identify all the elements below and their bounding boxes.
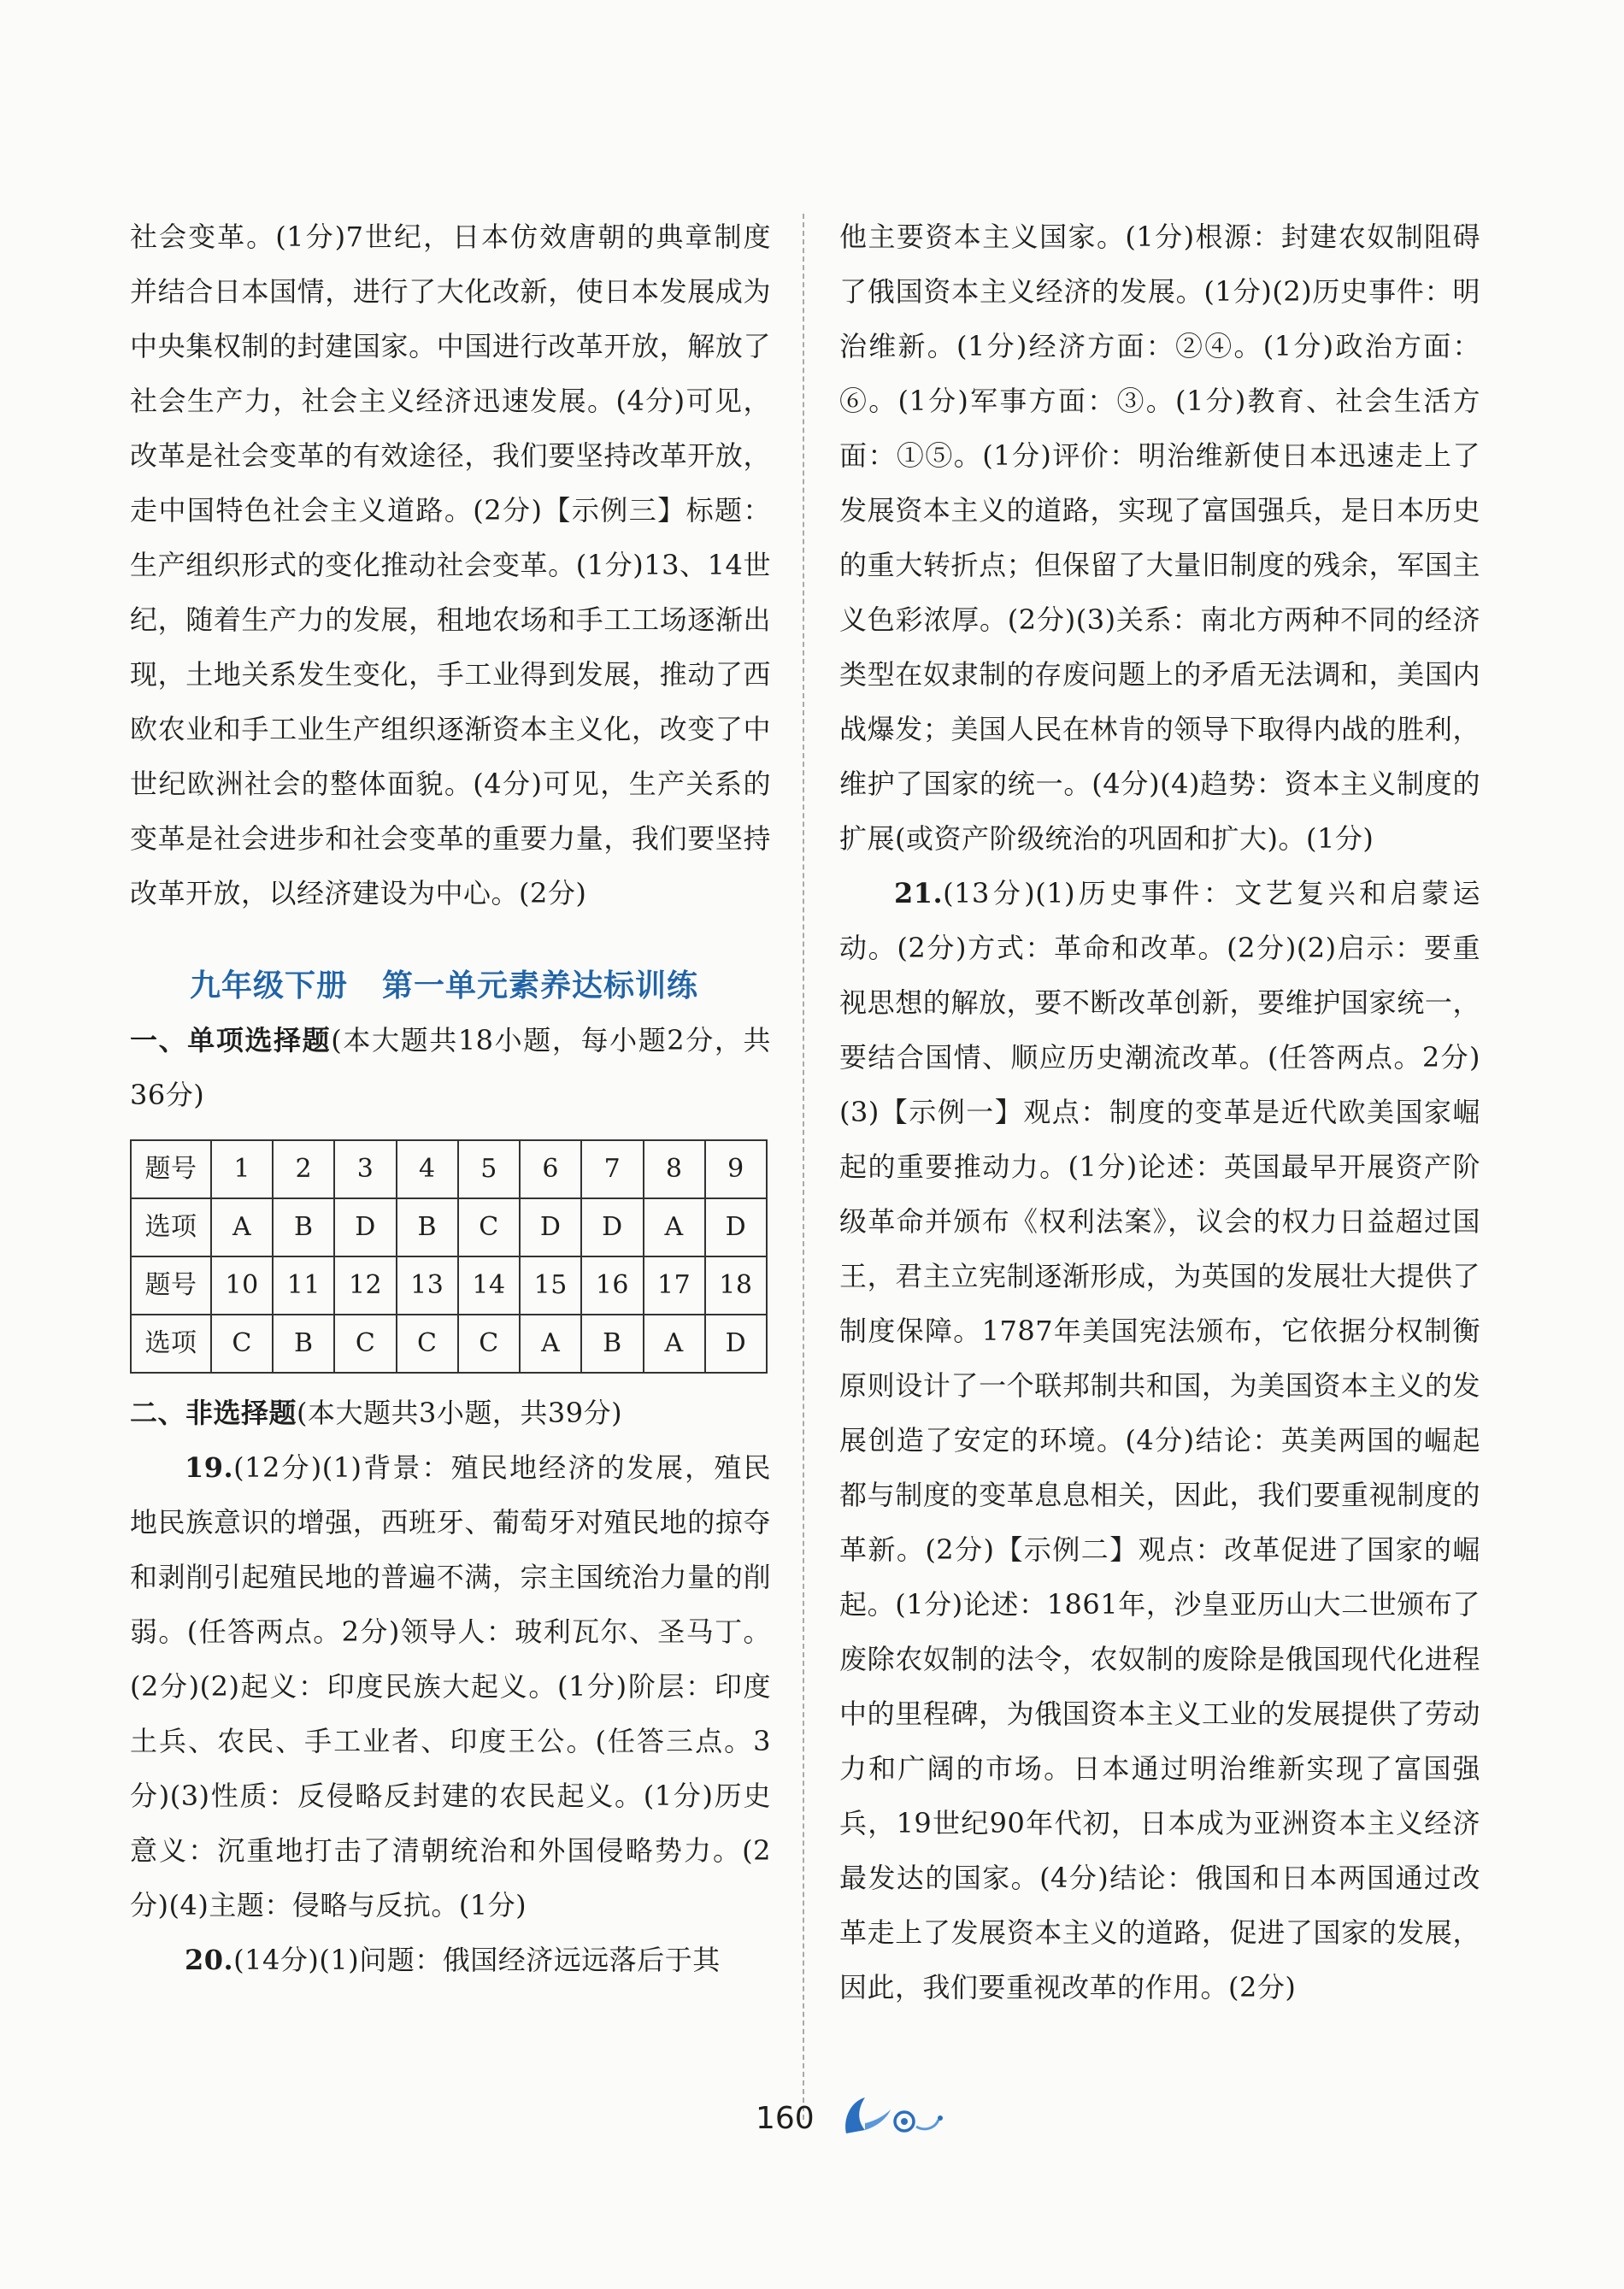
- answer-table-cell: A: [520, 1315, 581, 1373]
- page-number: 160: [756, 2101, 815, 2136]
- answer-table-row-label: 题号: [131, 1256, 211, 1315]
- answer-table-cell: 10: [211, 1256, 273, 1315]
- left-column: [130, 209, 771, 1987]
- right-paragraph-continuation: 他主要资本主义国家。(1分)根源：封建农奴制阻碍了俄国资本主义经济的发展。(1分)(2)历史事件：明治维新。(1分)经济方面：②④。(1分)政治方面：⑥。(1分)军事方面：③。(1分)教育、社会生活方面：①⑤。(1分)评价：明治维新使日本迅速走上了发展资本主义的道路，实现了富国强兵，是日本历史的重大转折点；但保留了大量旧制度的残余，军国主义色彩浓厚。(2分)(3)关系：南北方两种不同的经济类型在奴隶制的存废问题上的矛盾无法调和，美国内战爆发；美国人民在林肯的领导下取得内战的胜利，维护了国家的统一。(4分)(4)趋势：资本主义制度的扩展(或资产阶级统治的巩固和扩大)。(1分): [839, 221, 1480, 855]
- answer-table-cell: 3: [334, 1140, 396, 1198]
- right-column: [839, 209, 1480, 2015]
- answer-table-cell: 14: [458, 1256, 520, 1315]
- answer-table-cell: 2: [273, 1140, 334, 1198]
- answer-table-cell: 17: [644, 1256, 705, 1315]
- answer-table: [130, 1139, 768, 1374]
- answer-table-cell: C: [458, 1198, 520, 1256]
- section-title: [190, 958, 771, 1013]
- answer-table-row-label: 选项: [131, 1198, 211, 1256]
- part-two-label: 二、非选择题: [130, 1397, 297, 1429]
- answer-table-cell: C: [397, 1315, 458, 1373]
- answer-table-row: [131, 1198, 767, 1256]
- answer-table-cell: 6: [520, 1140, 581, 1198]
- answer-table-cell: 16: [581, 1256, 643, 1315]
- answer-table-cell: 15: [520, 1256, 581, 1315]
- answer-table-cell: D: [705, 1198, 767, 1256]
- answer-table-cell: C: [458, 1315, 520, 1373]
- answer-table-cell: B: [273, 1198, 334, 1256]
- left-paragraph-continuation: 社会变革。(1分)7世纪，日本仿效唐朝的典章制度并结合日本国情，进行了大化改新，使日本发展成为中央集权制的封建国家。中国进行改革开放，解放了社会生产力，社会主义经济迅速发展。(4分)可见，改革是社会变革的有效途径，我们要坚持改革开放，走中国特色社会主义道路。(2分)【示例三】标题：生产组织形式的变化推动社会变革。(1分)13、14世纪，随着生产力的发展，租地农场和手工工场逐渐出现，土地关系发生变化，手工业得到发展，推动了西欧农业和手工业生产组织逐渐资本主义化，改变了中世纪欧洲社会的整体面貌。(4分)可见，生产关系的变革是社会进步和社会变革的重要力量，我们要坚持改革开放，以经济建设为中心。(2分): [130, 221, 771, 909]
- answer-table-row-label: 选项: [131, 1315, 211, 1373]
- question-21-number: 21.: [894, 877, 944, 909]
- section-title-grade: 九年级下册: [190, 968, 349, 1003]
- answer-table-cell: D: [520, 1198, 581, 1256]
- question-21-answer: [839, 866, 1480, 2015]
- answer-table-cell: C: [334, 1315, 396, 1373]
- answer-table-cell: A: [644, 1198, 705, 1256]
- question-21-text: (13分)(1)历史事件：文艺复兴和启蒙运动。(2分)方式：革命和改革。(2分)(2)启示：要重视思想的解放，要不断改革创新，要维护国家统一，要结合国情、顺应历史潮流改革。(任答两点。2分)(3)【示例一】观点：制度的变革是近代欧美国家崛起的重要推动力。(1分)论述：英国最早开展资产阶级革命并颁布《权利法案》，议会的权力日益超过国王，君主立宪制逐渐形成，为英国的发展壮大提供了制度保障。1787年美国宪法颁布，它依据分权制衡原则设计了一个联邦制共和国，为美国资本主义的发展创造了安定的环境。(4分)结论：英美两国的崛起都与制度的变革息息相关，因此，我们要重视制度的革新。(2分)【示例二】观点：改革促进了国家的崛起。(1分)论述：1861年，沙皇亚历山大二世颁布了废除农奴制的法令，农奴制的废除是俄国现代化进程中的里程碑，为俄国资本主义工业的发展提供了劳动力和广阔的市场。日本通过明治维新实现了富国强兵，19世纪90年代初，日本成为亚洲资本主义经济最发达的国家。(4分)结论：俄国和日本两国通过改革走上了发展资本主义的道路，促进了国家的发展，因此，我们要重视改革的作用。(2分): [839, 877, 1480, 2004]
- answer-table-cell: 11: [273, 1256, 334, 1315]
- question-19-text: (12分)(1)背景：殖民地经济的发展，殖民地民族意识的增强，西班牙、葡萄牙对殖民地的掠夺和剥削引起殖民地的普遍不满，宗主国统治力量的削弱。(任答两点。2分)领导人：玻利瓦尔、圣马丁。(2分)(2)起义：印度民族大起义。(1分)阶层：印度土兵、农民、手工业者、印度王公。(任答三点。3分)(3)性质：反侵略反封建的农民起义。(1分)历史意义：沉重地打击了清朝统治和外国侵略势力。(2分)(4)主题：侵略与反抗。(1分): [130, 1451, 771, 1921]
- answer-table-cell: 4: [397, 1140, 458, 1198]
- answer-table-cell: C: [211, 1315, 273, 1373]
- answer-table-cell: 1: [211, 1140, 273, 1198]
- answer-table-row: [131, 1256, 767, 1315]
- answer-table-cell: 5: [458, 1140, 520, 1198]
- part-one-label: 一、单项选择题: [130, 1024, 332, 1056]
- question-20-text: (14分)(1)问题：俄国经济远远落后于其: [233, 1944, 721, 1976]
- answer-table-cell: A: [644, 1315, 705, 1373]
- answer-table-cell: D: [334, 1198, 396, 1256]
- answer-table-cell: 18: [705, 1256, 767, 1315]
- question-19-number: 19.: [185, 1451, 234, 1484]
- part-two-note: (本大题共3小题，共39分): [297, 1397, 623, 1429]
- answer-table-cell: 12: [334, 1256, 396, 1315]
- answer-table-cell: A: [211, 1198, 273, 1256]
- swirl-ornament-icon: [839, 2092, 950, 2144]
- answer-table-row-label: 题号: [131, 1140, 211, 1198]
- answer-table-cell: B: [397, 1198, 458, 1256]
- column-divider: [803, 214, 804, 2120]
- answer-table-cell: D: [705, 1315, 767, 1373]
- answer-table-cell: 8: [644, 1140, 705, 1198]
- answer-table-cell: 9: [705, 1140, 767, 1198]
- part-two-heading: [130, 1386, 771, 1440]
- question-19-answer: [130, 1440, 771, 1933]
- answer-table-cell: 13: [397, 1256, 458, 1315]
- question-20-number: 20.: [185, 1944, 234, 1976]
- answer-table-row: [131, 1140, 767, 1198]
- answer-table-cell: B: [581, 1315, 643, 1373]
- part-one-heading: [130, 1013, 771, 1122]
- part-one-note: (本大题共18小题，每小题2分，共36分): [130, 1024, 771, 1111]
- answer-table-cell: B: [273, 1315, 334, 1373]
- section-title-unit: 第一单元素养达标训练: [382, 968, 699, 1003]
- answer-table-cell: D: [581, 1198, 643, 1256]
- answer-table-row: [131, 1315, 767, 1373]
- question-20-answer: [130, 1933, 771, 1987]
- answer-table-cell: 7: [581, 1140, 643, 1198]
